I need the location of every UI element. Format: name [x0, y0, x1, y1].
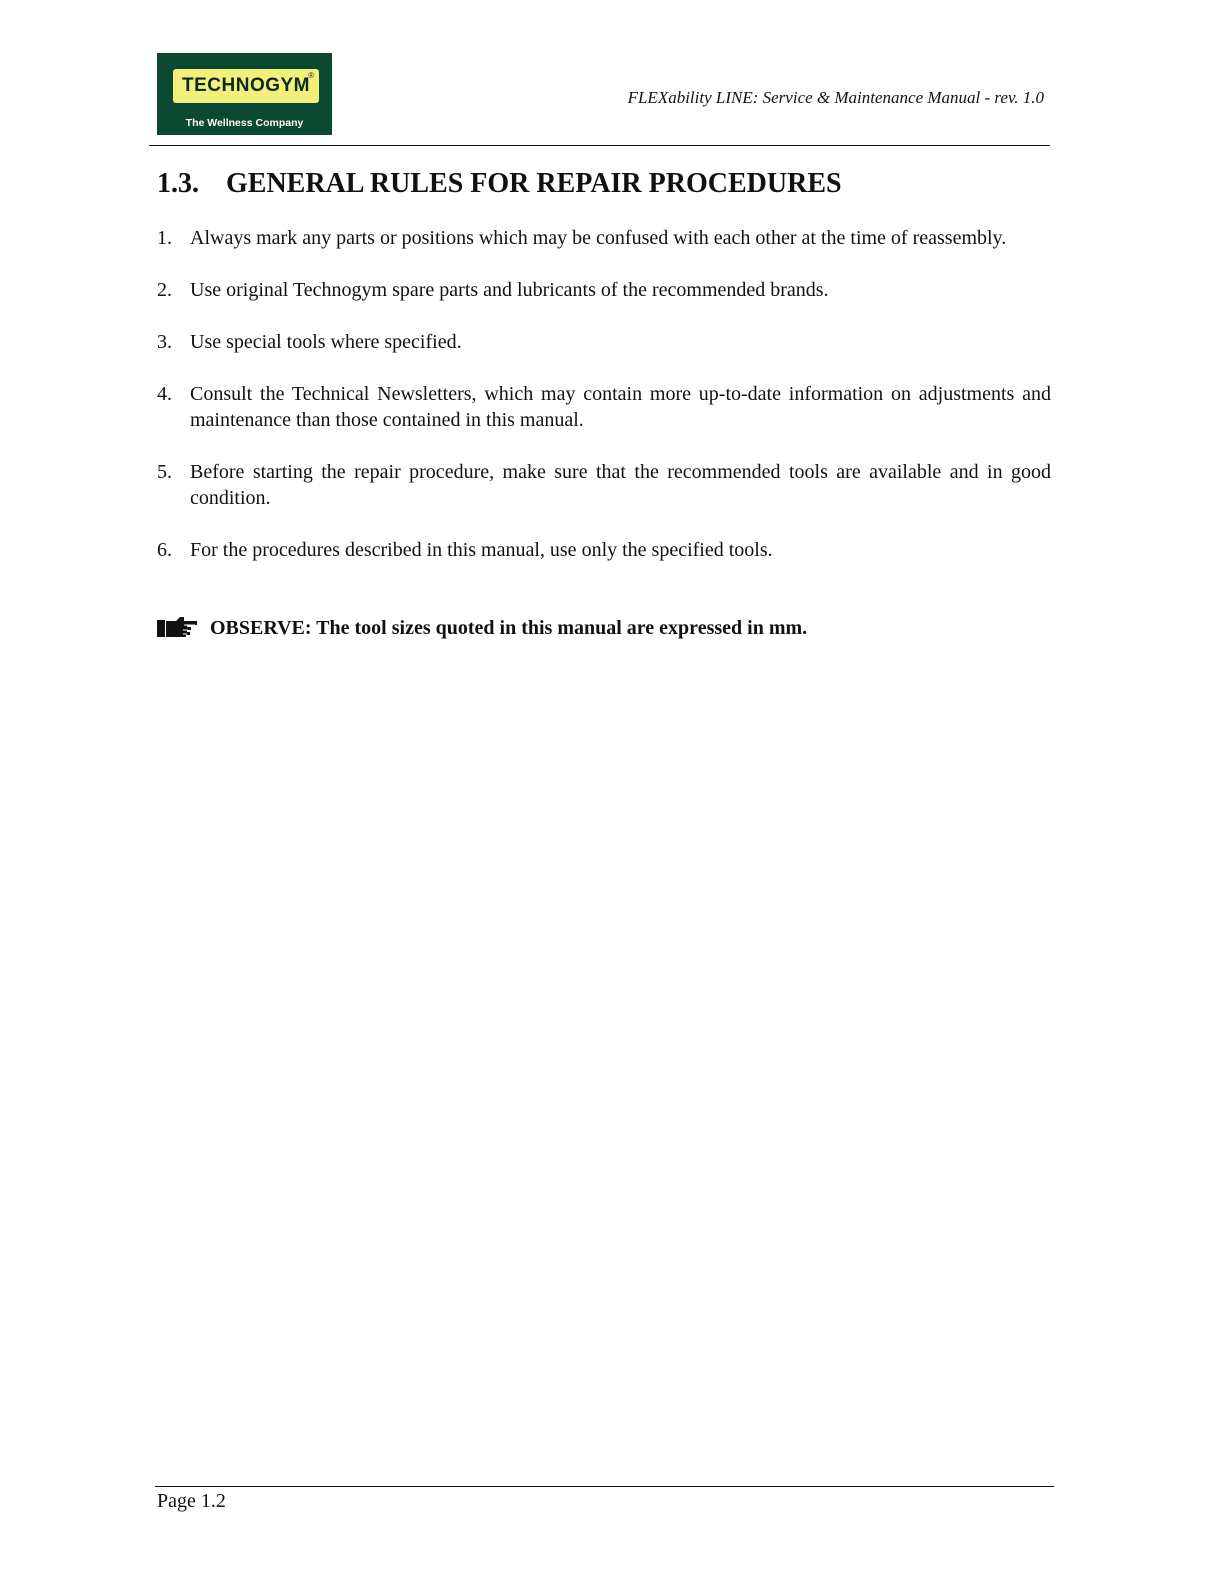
list-item [157, 537, 1051, 563]
list-item-text: For the procedures described in this manual, use only the specified tools. [190, 539, 773, 561]
list-item [157, 225, 1051, 251]
logo-wordmark: TECHNOGYM [182, 75, 310, 96]
list-item-text: Use original Technogym spare parts and lubricants of the recommended brands. [190, 279, 829, 301]
logo-plate [173, 69, 319, 103]
list-item [157, 277, 1051, 303]
list-item [157, 329, 1051, 355]
list-item [157, 459, 1051, 511]
header-title: FLEXability LINE: Service & Maintenance Manual - rev. 1.0 [627, 88, 1044, 107]
rules-list [157, 225, 1051, 589]
header-rule [149, 145, 1050, 146]
list-item-number: 1. [157, 227, 172, 249]
list-item-text: Consult the Technical Newsletters, which may contain more up-to-date information on adjustments and maintenance than those contained in this manual. [190, 383, 1051, 431]
technogym-logo [157, 53, 332, 135]
list-item [157, 381, 1051, 433]
pointing-hand-icon [157, 615, 199, 639]
list-item-number: 4. [157, 383, 172, 405]
section-number: 1.3. [157, 168, 199, 199]
logo-tagline: The Wellness Company [185, 117, 304, 129]
page-number: Page 1.2 [157, 1490, 226, 1512]
list-item-number: 5. [157, 461, 172, 483]
section-title: GENERAL RULES FOR REPAIR PROCEDURES [226, 168, 842, 199]
section-heading [157, 168, 842, 200]
list-item-number: 6. [157, 539, 172, 561]
logo-registered-mark: ® [308, 71, 314, 80]
list-item-text: Always mark any parts or positions which may be confused with each other at the time of reassembly. [190, 227, 1007, 249]
observe-text: OBSERVE: The tool sizes quoted in this manual are expressed in mm. [210, 617, 808, 639]
list-item-number: 2. [157, 279, 172, 301]
list-item-number: 3. [157, 331, 172, 353]
list-item-text: Use special tools where specified. [190, 331, 462, 353]
footer-rule [155, 1486, 1054, 1487]
list-item-text: Before starting the repair procedure, make sure that the recommended tools are available and in good condition. [190, 461, 1051, 509]
